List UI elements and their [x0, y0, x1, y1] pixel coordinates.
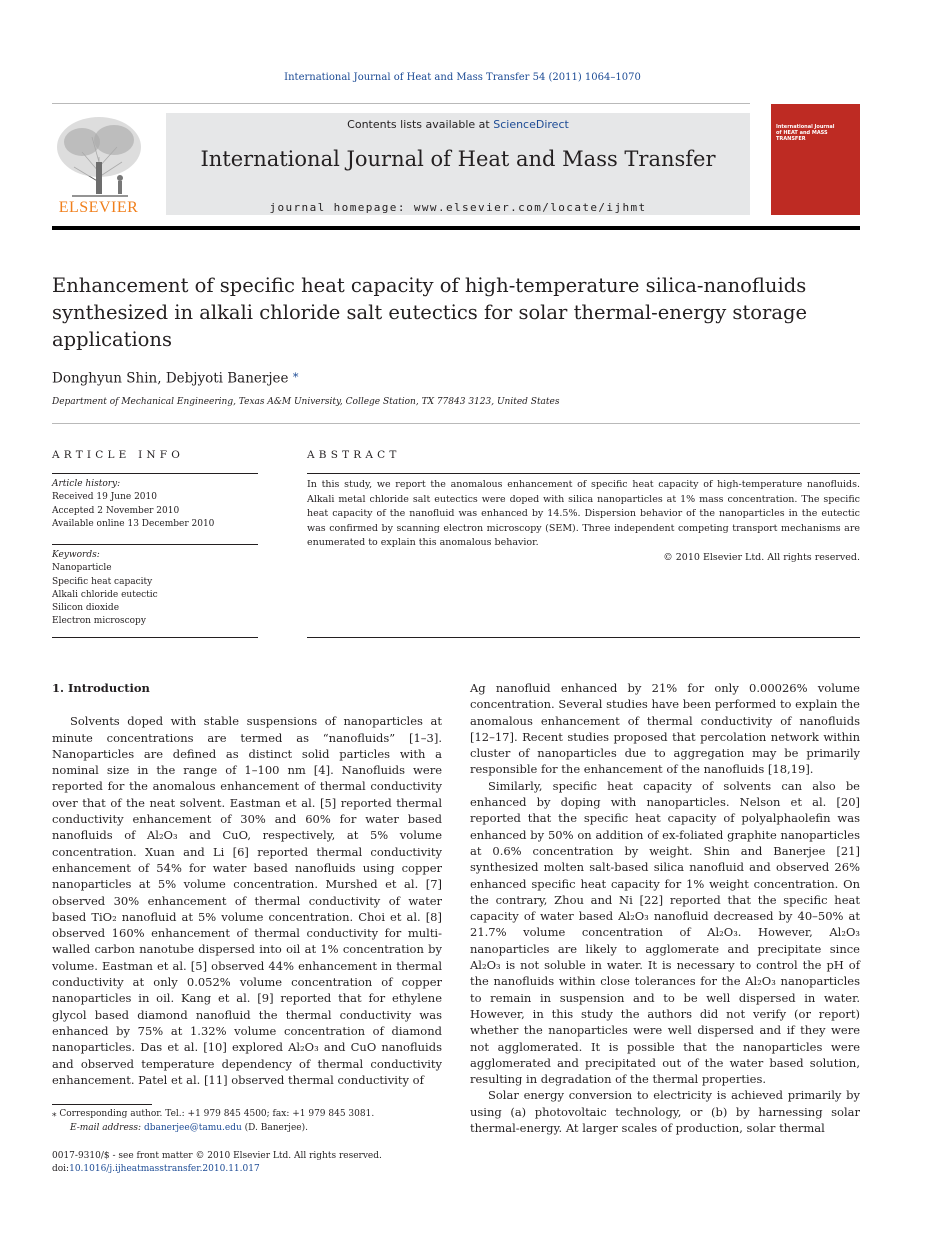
history-label: Article history: — [52, 479, 121, 489]
footnote-rule — [52, 1104, 152, 1105]
section-heading-introduction: 1. Introduction — [52, 681, 150, 695]
journal-homepage[interactable]: journal homepage: www.elsevier.com/locate/ijhmt — [269, 201, 647, 214]
keyword: Nanoparticle — [52, 563, 112, 574]
issn-line: 0017-9310/$ - see front matter © 2010 Elsevier Ltd. All rights reserved. — [52, 1151, 382, 1161]
keywords-rule — [52, 637, 258, 638]
footnote — [52, 1107, 374, 1135]
publication-meta — [52, 1150, 382, 1176]
corresponding-author-note: ⁎ Corresponding author. Tel.: +1 979 845 4500; fax: +1 979 845 3081. — [52, 1109, 375, 1119]
keyword: Electron microscopy — [52, 616, 146, 627]
body-paragraph: Similarly, specific heat capacity of solvents can also be enhanced by doping with nanoparticles. Nelson et al. [20] reported that the specific heat capacity of polyalphaolefin was enhanced by 50% on addition of ex-foliated graphite nanoparticles at 0.6% concentration by weight. Shin and Banerjee [21] synthesized molten salt-based silica nanofluid and observed 26% enhanced specific heat capacity for 1% weight concentration. On the contrary, Zhou and Ni [22] reported that the specific heat capacity of water based Al₂O₃ nanofluid decreased by 40–50% at 21.7% volume concentration of Al₂O₃. However, Al₂O₃ nanoparticles are likely to agglomerate and precipitate since Al₂O₃ is not soluble in water. It is necessary to control the pH of the nanofluids within close tolerances for the Al₂O₃ nanoparticles to remain in suspension and to be well dispersed in water. However, in this study the authors did not verify (or report) whether the nanoparticles were well dispersed and if they were not agglomerated. It is possible that the nanoparticles were agglomerated and precipitated out of the water based solution, resulting in degradation of the thermal properties. — [470, 778, 860, 1087]
sciencedirect-link[interactable]: ScienceDirect — [493, 118, 569, 131]
cover-title: International Journal of HEAT and MASS TRANSFER — [776, 124, 835, 142]
abstract-top-rule — [307, 473, 860, 474]
header-rule — [52, 103, 750, 104]
contents-prefix: Contents lists available at — [347, 118, 494, 131]
accepted-date: Accepted 2 November 2010 — [52, 505, 180, 516]
journal-reference[interactable]: International Journal of Heat and Mass Transfer 54 (2011) 1064–1070 — [284, 72, 641, 83]
article-title: Enhancement of specific heat capacity of high-temperature silica-nanofluids synthesized in alkali chloride salt eutectics for solar thermal-energy storage applications — [52, 274, 807, 351]
author-list — [52, 367, 298, 387]
body-paragraph: Ag nanofluid enhanced by 21% for only 0.00026% volume concentration. Several studies have been performed to explain the anomalous enhancement of thermal conductivity of nanofluids [12–17]. Recent studies proposed that percolation network within cluster of nanoparticles due to aggregation may be primarily responsible for the enhancement of the nanofluids [18,19]. — [470, 681, 860, 777]
keyword: Silicon dioxide — [52, 603, 120, 614]
abstract-bottom-rule — [307, 637, 860, 638]
article-info-heading: ARTICLE INFO — [52, 449, 185, 461]
doi-label: doi: — [52, 1164, 70, 1174]
keywords — [52, 549, 158, 629]
contents-line — [166, 118, 750, 131]
journal-cover-thumbnail[interactable] — [771, 104, 860, 215]
affiliation: Department of Mechanical Engineering, Texas A&M University, College Station, TX 77843 3123, United States — [52, 397, 560, 407]
online-date: Available online 13 December 2010 — [52, 518, 215, 529]
corresponding-author-mark[interactable]: ⁎ — [292, 367, 299, 380]
body-column-left — [52, 680, 442, 1088]
affiliation-rule — [52, 423, 860, 424]
abstract-text: In this study, we report the anomalous enhancement of specific heat capacity of high-temperature nanofluids. Alkali metal chloride salt eutectics were doped with silica nanoparticles at 1% mass concentration. The specific heat capacity of the nanofluid was enhanced by 14.5%. Dispersion behavior of the nanoparticles in the eutectic was confirmed by scanning electron microscopy (SEM). Three independent competing transport mechanisms are enumerated to explain this anomalous behavior. — [307, 479, 860, 548]
keywords-label: Keywords: — [52, 550, 100, 560]
keyword: Alkali chloride eutectic — [52, 589, 158, 600]
keyword: Specific heat capacity — [52, 576, 153, 587]
header-thick-rule — [52, 226, 860, 230]
journal-title: International Journal of Heat and Mass Transfer — [200, 147, 716, 171]
article-history — [52, 478, 214, 531]
journal-banner — [166, 113, 750, 215]
elsevier-wordmark: ELSEVIER — [58, 199, 139, 216]
email-suffix: (D. Banerjee). — [241, 1123, 308, 1133]
body-paragraph: Solvents doped with stable suspensions of nanoparticles at minute concentrations are termed as “nanofluids” [1–3]. Nanoparticles are defined as distinct solid particles with a nominal size in the range of 1–100 nm [4]. Nanofluids were reported for the anomalous enhancement of thermal conductivity over that of the neat solvent. Eastman et al. [5] reported thermal conductivity enhancement of 30% and 60% for water based nanofluids of Al₂O₃ and CuO, respectively, at 5% volume concentration. Xuan and Li [6] reported thermal conductivity enhancement of 54% for water based nanofluids using copper nanoparticles at 5% volume concentration. Murshed et al. [7] observed 30% enhancement of thermal conductivity of water based TiO₂ nanofluid at 5% volume concentration. Choi et al. [8] observed 160% enhancement of thermal conductivity for multi-walled carbon nanotube dispersed into oil at 1% concentration by volume. Eastman et al. [5] observed 44% enhancement in thermal conductivity at only 0.052% volume concentration of copper nanoparticles in oil. Kang et al. [9] reported that for ethylene glycol based diamond nanofluid the thermal conductivity was enhanced by 75% at 1.32% volume concentration of diamond nanoparticles. Das et al. [10] explored Al₂O₃ and CuO nanofluids and observed temperature dependency of thermal conductivity enhancement. Patel et al. [11] observed thermal conductivity of — [52, 714, 442, 1087]
article-info-top-rule — [52, 473, 258, 474]
email-link[interactable]: dbanerjee@tamu.edu — [143, 1123, 242, 1133]
received-date: Received 19 June 2010 — [52, 492, 157, 503]
authors-text: Donghyun Shin, Debjyoti Banerjee — [52, 370, 289, 387]
doi-link[interactable]: 10.1016/j.ijheatmasstransfer.2010.11.017 — [69, 1164, 260, 1174]
abstract-copyright: © 2010 Elsevier Ltd. All rights reserved. — [663, 552, 860, 563]
email-label: E-mail address: — [70, 1123, 144, 1133]
body-column-right — [470, 680, 860, 1136]
abstract-heading: ABSTRACT — [307, 449, 401, 461]
history-rule — [52, 544, 258, 545]
body-paragraph: Solar energy conversion to electricity is achieved primarily by using (a) photovoltaic technology, or (b) by harnessing solar thermal-energy. At larger scales of production, solar thermal — [470, 1088, 860, 1136]
